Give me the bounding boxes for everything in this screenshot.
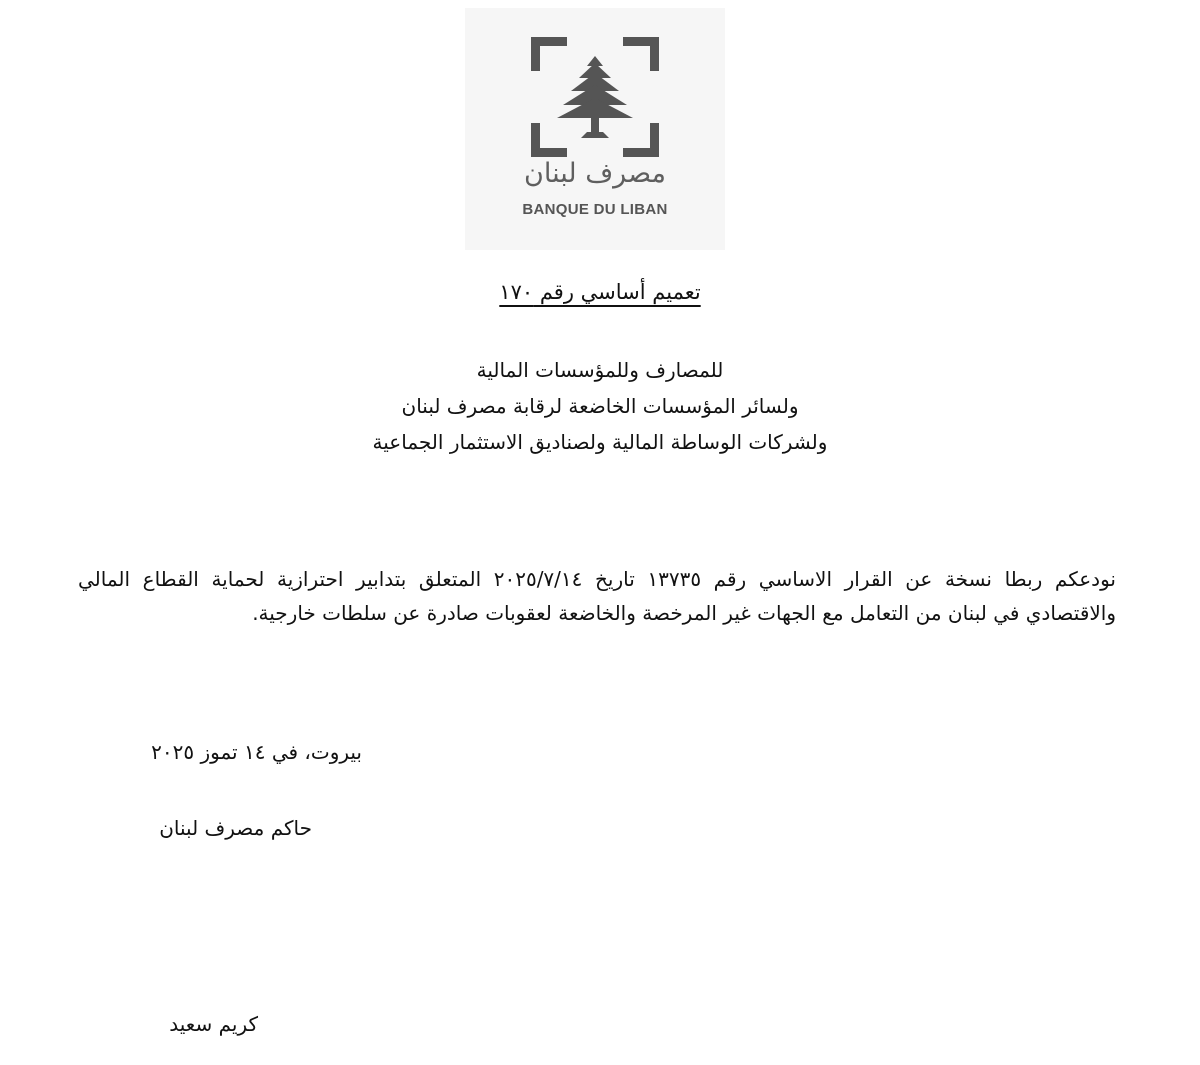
bank-logo <box>465 8 725 250</box>
recipient-line: ولسائر المؤسسات الخاضعة لرقابة مصرف لبنان <box>401 394 799 418</box>
recipients-block <box>0 352 1200 460</box>
circular-title: تعميم أساسي رقم ١٧٠ <box>499 280 701 304</box>
body-paragraph: نودعكم ربطا نسخة عن القرار الاساسي رقم ١٣٧٣٥ تاريخ ٢٠٢٥/٧/١٤ المتعلق بتدابير احترازية لحماية القطاع المالي والاقتصادي في لبنان من التعامل مع الجهات غير المرخصة والخاضعة لعقوبات صادرة عن سلطات خارجية. <box>78 567 1116 625</box>
recipient-line: للمصارف وللمؤسسات المالية <box>476 358 724 382</box>
cedar-tree-icon <box>525 32 665 162</box>
bank-name-french: BANQUE DU LIBAN <box>522 201 668 218</box>
signer-title: حاكم مصرف لبنان <box>159 816 312 840</box>
recipient-line: ولشركات الوساطة المالية ولصناديق الاستثمار الجماعية <box>372 430 828 454</box>
signer-name: كريم سعيد <box>169 1012 258 1036</box>
date-line: بيروت، في ١٤ تموز ٢٠٢٥ <box>151 740 362 764</box>
bank-name-arabic: مصرف لبنان <box>524 158 666 189</box>
